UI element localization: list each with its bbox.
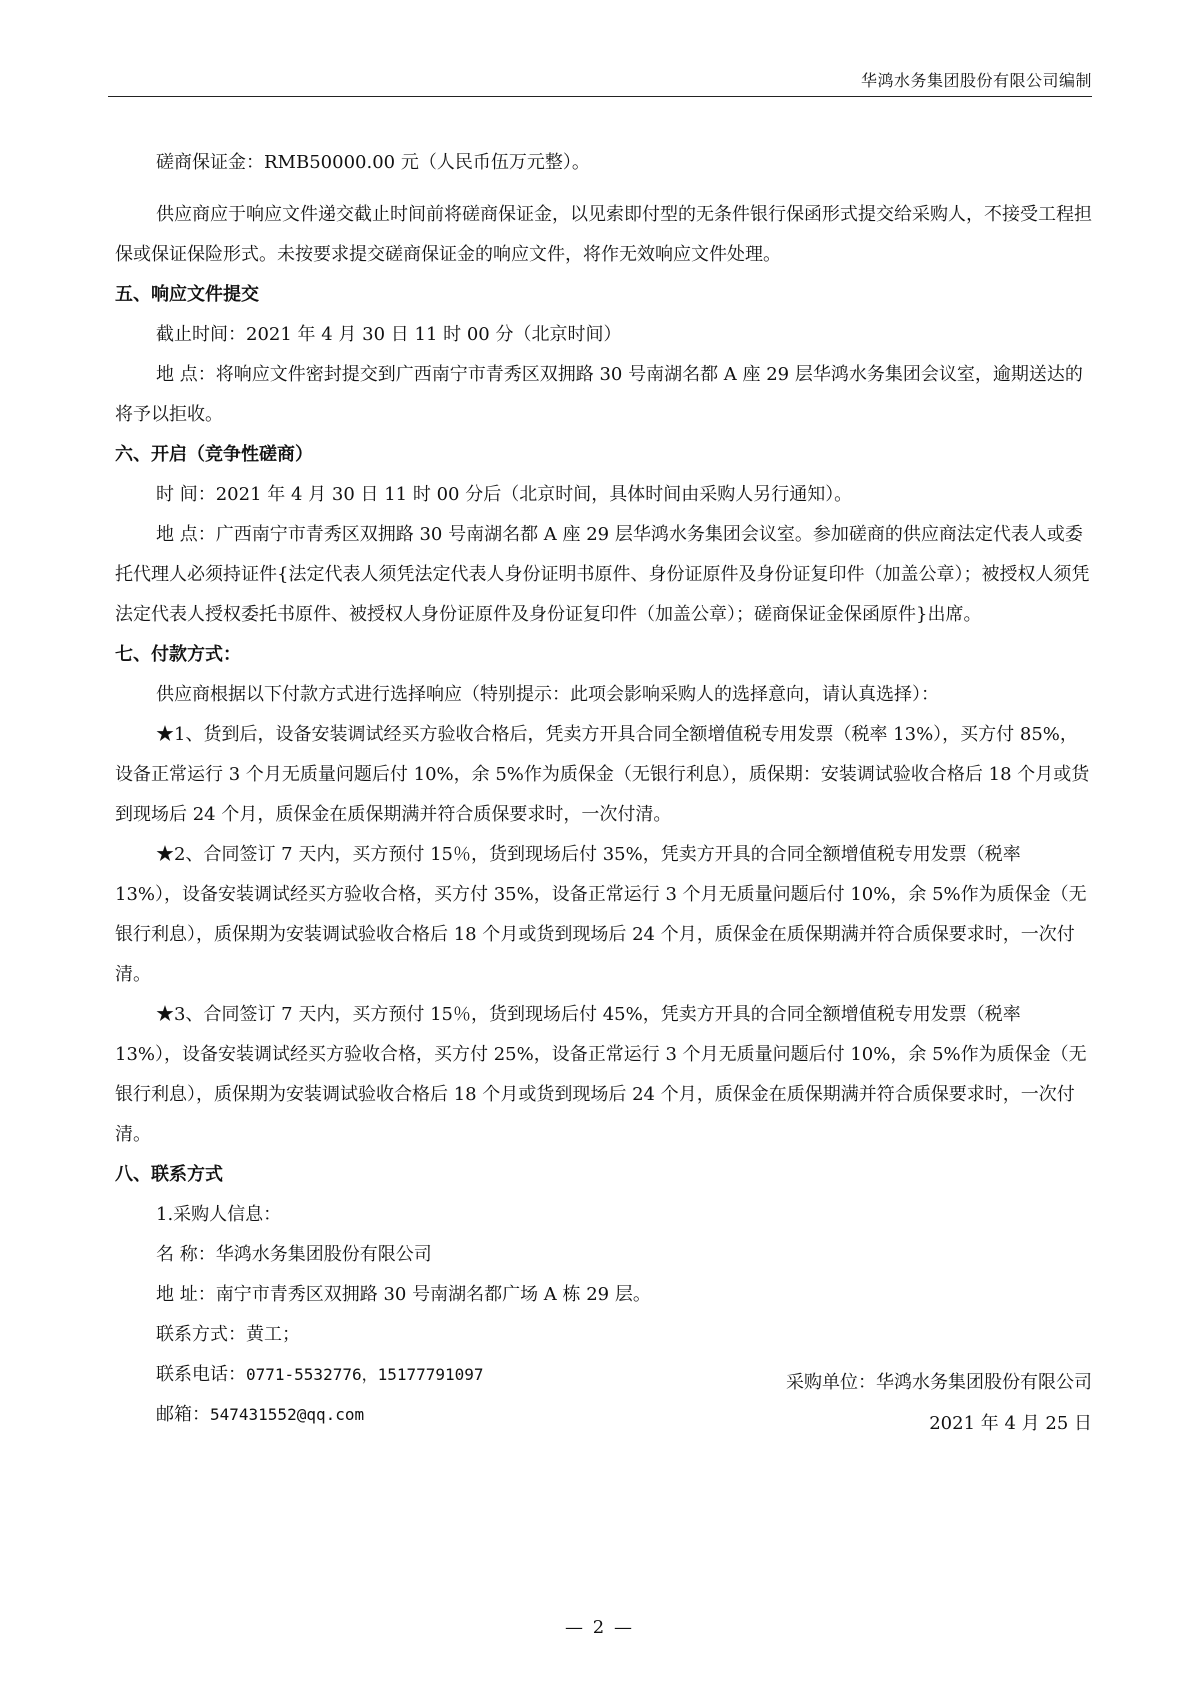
section-5-title: 五、响应文件提交 — [115, 284, 259, 305]
opening-time: 时 间：2021 年 4 月 30 日 11 时 00 分后（北京时间，具体时间由采购人另行通知）。 — [156, 484, 853, 505]
deposit-rule: 供应商应于响应文件递交截止时间前将磋商保证金，以见索即付型的无条件银行保函形式提交给采购人，不接受工程担保或保证保险形式。未按要求提交磋商保证金的响应文件，将作无效响应文件处理。 — [115, 204, 1092, 265]
phone-number: 0771-5532776，15177791097 — [246, 1365, 484, 1384]
section-7-title: 七、付款方式： — [115, 644, 241, 665]
email-label: 邮箱： — [156, 1404, 210, 1425]
payment-option-1: ★1、货到后，设备安装调试经买方验收合格后，凭卖方开具合同全额增值税专用发票（税率 13%），买方付 85%，设备正常运行 3 个月无质量问题后付 10%，余 5%作为质保金（无银行利息），质保期：安装调试验收合格后 18 个月或货到现场后 24 个月，质保金在质保期满并符合质保要求时，一次付清。 — [115, 724, 1090, 825]
purchaser-contact: 联系方式：黄工； — [156, 1324, 300, 1345]
payment-option-3: ★3、合同签订 7 天内，买方预付 15％，货到现场后付 45%，凭卖方开具的合同全额增值税专用发票（税率 13%），设备安装调试经买方验收合格，买方付 25%，设备正常运行 3 个月无质量问题后付 10%，余 5%作为质保金（无银行利息），质保期为安装调试验收合格后 18 个月或货到现场后 24 个月，质保金在质保期满并符合质保要求时，一次付清。 — [115, 1004, 1087, 1145]
payment-intro: 供应商根据以下付款方式进行选择响应（特别提示：此项会影响采购人的选择意向，请认真选择）： — [156, 684, 939, 705]
purchaser-address: 地 址：南宁市青秀区双拥路 30 号南湖名都广场 A 栋 29 层。 — [156, 1284, 651, 1305]
email-address: 547431552@qq.com — [210, 1405, 365, 1424]
submit-deadline: 截止时间：2021 年 4 月 30 日 11 时 00 分（北京时间） — [156, 324, 622, 345]
phone-label: 联系电话： — [156, 1364, 246, 1385]
opening-place: 地 点：广西南宁市青秀区双拥路 30 号南湖名都 A 座 29 层华鸿水务集团会议室。参加磋商的供应商法定代表人或委托代理人必须持证件{法定代表人须凭法定代表人身份证明书原件、身份证原件及身份证复印件（加盖公章）；被授权人须凭法定代表人授权委托书原件、被授权人身份证原件及身份证复印件（加盖公章）；磋商保证金保函原件}出席。 — [115, 524, 1090, 625]
purchaser-info-title: 1.采购人信息： — [156, 1204, 282, 1225]
purchaser-name: 名 称：华鸿水务集团股份有限公司 — [156, 1244, 432, 1265]
header-text: 华鸿水务集团股份有限公司编制 — [860, 71, 1092, 90]
payment-option-2: ★2、合同签订 7 天内，买方预付 15％，货到现场后付 35%，凭卖方开具的合同全额增值税专用发票（税率 13%），设备安装调试经买方验收合格，买方付 35%，设备正常运行 3 个月无质量问题后付 10%，余 5%作为质保金（无银行利息），质保期为安装调试验收合格后 18 个月或货到现场后 24 个月，质保金在质保期满并符合质保要求时，一次付清。 — [115, 844, 1087, 985]
section-6-title: 六、开启（竞争性磋商） — [115, 444, 313, 465]
page-number: — 2 — — [565, 1617, 634, 1638]
document-body — [115, 143, 1092, 1435]
signature-date: 2021 年 4 月 25 日 — [929, 1413, 1092, 1434]
section-8-title: 八、联系方式 — [115, 1164, 223, 1185]
deposit-amount: 磋商保证金：RMB50000.00 元（人民币伍万元整）。 — [156, 152, 590, 173]
signature-unit: 采购单位：华鸿水务集团股份有限公司 — [786, 1372, 1092, 1393]
submit-place: 地 点：将响应文件密封提交到广西南宁市青秀区双拥路 30 号南湖名都 A 座 29 层华鸿水务集团会议室，逾期送达的将予以拒收。 — [115, 364, 1083, 425]
page-header — [108, 66, 1092, 97]
